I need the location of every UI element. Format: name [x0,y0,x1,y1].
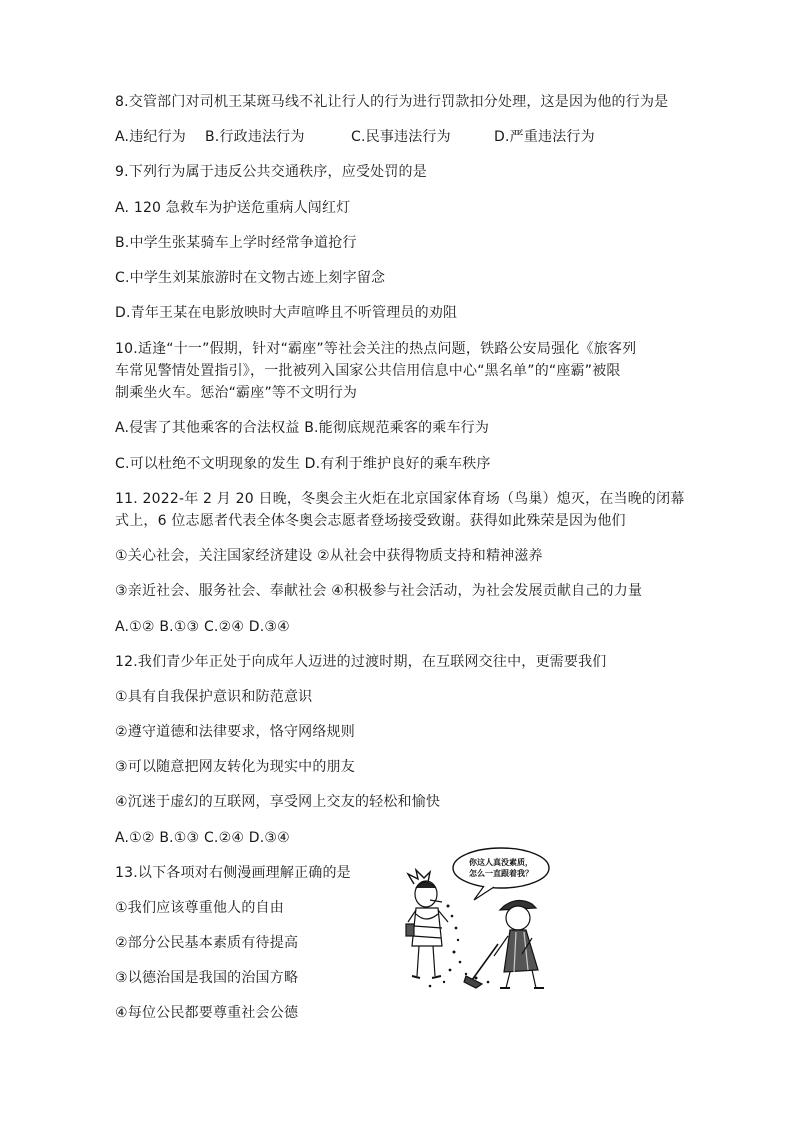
q9-option-c: C.中学生刘某旅游时在文物古迹上刻字留念 [115,270,386,286]
question-8-options [115,127,595,147]
q10-options-line-1: A.侵害了其他乘客的合法权益 B.能彻底规范乘客的乘车行为 [115,420,490,436]
bubble-line-2: 怎么一直跟着我？ [469,869,533,878]
q13-statement-1: ①我们应该尊重他人的自由 [115,900,284,916]
q12-statement-4: ④沉迷于虚幻的互联网，享受网上交友的轻松和愉快 [115,794,441,810]
q12-options: A.①② B.①③ C.②④ D.③④ [115,830,290,846]
question-8-stem: 8.交管部门对司机王某斑马线不礼让行人的行为进行罚款扣分处理，这是因为他的行为是 [115,94,669,110]
question-13-stem: 13.以下各项对右侧漫画理解正确的是 [115,865,351,881]
q8-option-d: D.严重违法行为 [494,129,595,145]
q12-statement-2: ②遵守道德和法律要求，恪守网络规则 [115,724,355,740]
q8-option-c: C.民事违法行为 [351,129,451,145]
q10-options-line-2: C.可以杜绝不文明现象的发生 D.有利于维护良好的乘车秩序 [115,456,491,472]
q13-statement-2: ②部分公民基本素质有待提高 [115,935,299,951]
cartoon-illustration [386,844,576,994]
bubble-line-1: 你这人真没素质， [469,858,533,867]
question-11-stem-line-2: 式上，6 位志愿者代表全体冬奥会志愿者登场接受致谢。获得如此殊荣是因为他们 [115,513,626,529]
q8-option-b: B.行政违法行为 [205,129,305,145]
question-10-stem-line-3: 制乘坐火车。惩治“霸座”等不文明行为 [115,385,358,401]
q9-option-b: B.中学生张某骑车上学时经常争道抢行 [115,235,357,251]
question-10-stem-line-2: 车常见警情处置指引》，一批被列入国家公共信用信息中心“黑名单”的“座霸”被限 [115,363,621,379]
q13-statement-4: ④每位公民都要尊重社会公德 [115,1005,299,1021]
q8-option-a: A.违纪行为 [115,129,186,145]
q12-statement-1: ①具有自我保护意识和防范意识 [115,689,313,705]
question-11-stem-line-1: 11. 2022-年 2 月 20 日晚，冬奥会主火炬在北京国家体育场（鸟巢）熄灭，在当晚的闭幕 [115,491,685,507]
sweeper-figure-icon [464,900,544,988]
q11-options: A.①② B.①③ C.②④ D.③④ [115,619,290,635]
question-12-stem: 12.我们青少年正处于向成年人迈进的过渡时期，在互联网交往中，更需要我们 [115,654,607,670]
q9-option-a: A. 120 急救车为护送危重病人闯红灯 [115,200,351,216]
q9-option-d: D.青年王某在电影放映时大声喧哗且不听管理员的劝阻 [115,305,458,321]
speech-bubble [453,848,549,900]
question-9-stem: 9.下列行为属于违反公共交通秩序，应受处罚的是 [115,164,427,180]
q13-statement-3: ③以德治国是我国的治国方略 [115,970,299,986]
q11-statements-line-2: ③亲近社会、服务社会、奉献社会 ④积极参与社会活动，为社会发展贡献自己的力量 [115,583,643,599]
question-10-stem-line-1: 10.适逢“十一”假期，针对“霸座”等社会关注的热点问题，铁路公安局强化《旅客列 [115,341,637,357]
woman-figure-icon [406,870,448,978]
q11-statements-line-1: ①关心社会，关注国家经济建设 ②从社会中获得物质支持和精神滋养 [115,548,543,564]
q12-statement-3: ③可以随意把网友转化为现实中的朋友 [115,759,355,775]
